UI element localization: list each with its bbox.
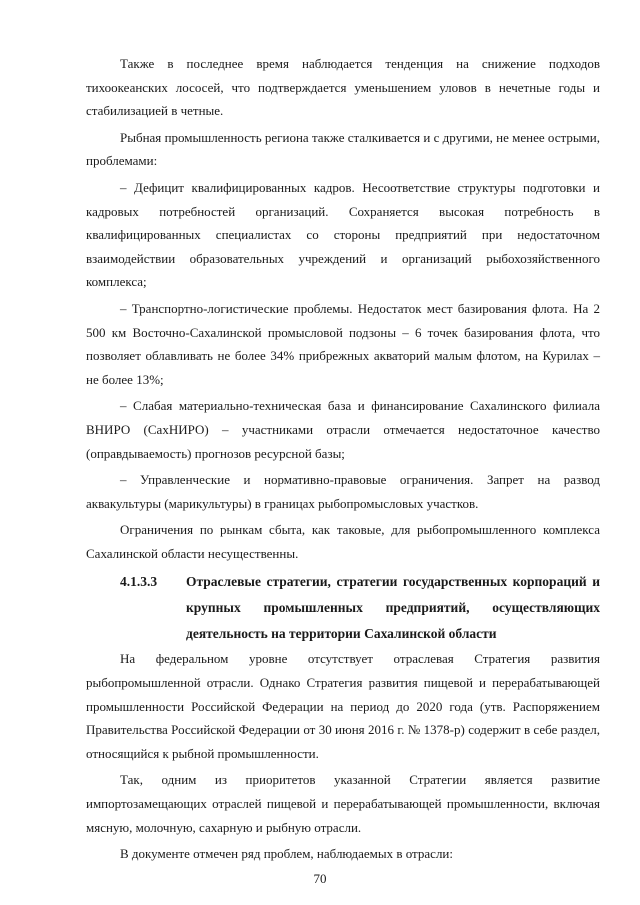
- section-number: 4.1.3.3: [120, 574, 158, 590]
- list-item-research-base: – Слабая материально-техническая база и финансирование Сахалинского филиала ВНИРО (СахНИРО) – участниками отрасли отмечается недостаточное качество (оправдываемость) прогнозов ресурсной базы;: [86, 398, 600, 461]
- paragraph-problems-intro: В документе отмечен ряд проблем, наблюдаемых в отрасли:: [120, 846, 453, 862]
- list-item-regulation: – Управленческие и нормативно-правовые ограничения. Запрет на развод аквакультуры (марикультуры) в границах рыбопромысловых участков.: [86, 472, 600, 511]
- paragraph-import-substitution: Так, одним из приоритетов указанной Стратегии является развитие импортозамещающих отраслей пищевой и перерабатывающей промышленности, включая мясную, молочную, сахарную и рыбную отрасли.: [86, 772, 600, 835]
- paragraph-salmon-trend: Также в последнее время наблюдается тенденция на снижение подходов тихоокеанских лососей, что подтверждается уменьшением уловов в нечетные годы и стабилизацией в четные.: [86, 56, 600, 119]
- section-title: Отраслевые стратегии, стратегии государственных корпораций и крупных промышленных предприятий, осуществляющих деятельность на территории Сахалинской области: [186, 574, 600, 642]
- page-number: 70: [313, 871, 327, 886]
- list-item-staff-shortage: – Дефицит квалифицированных кадров. Несоответствие структуры подготовки и кадровых потребностей организаций. Сохраняется высокая потребность в квалифицированных специалистах со стороны предприятий при недостаточном взаимодействии образовательных учреждений и организаций рыбохозяйственного комплекса;: [86, 179, 600, 290]
- section-heading: [86, 569, 600, 647]
- document-page: [86, 52, 600, 866]
- paragraph-federal-strategy: На федеральном уровне отсутствует отраслевая Стратегия развития рыбопромышленной отрасли. Однако Стратегия развития пищевой и перерабатывающей промышленности Российской Федерации на период до 2020 года (утв. Распоряжением Правительства Российской Федерации от 30 июня 2016 г. № 1378-р) содержит в себе раздел, относящийся к рыбной промышленности.: [86, 651, 600, 761]
- paragraph-market-limits: Ограничения по рынкам сбыта, как таковые, для рыбопромышленного комплекса Сахалинской области несущественны.: [86, 522, 600, 561]
- paragraph-other-problems: Рыбная промышленность региона также сталкивается и с другими, не менее острыми, проблемами:: [86, 129, 600, 169]
- list-item-logistics: – Транспортно-логистические проблемы. Недостаток мест базирования флота. На 2 500 км Восточно-Сахалинской промысловой подзоны – 6 точек базирования флота, что позволяет облавливать не более 34% прибрежных акваторий малым флотом, на Курилах – не более 13%;: [86, 300, 600, 387]
